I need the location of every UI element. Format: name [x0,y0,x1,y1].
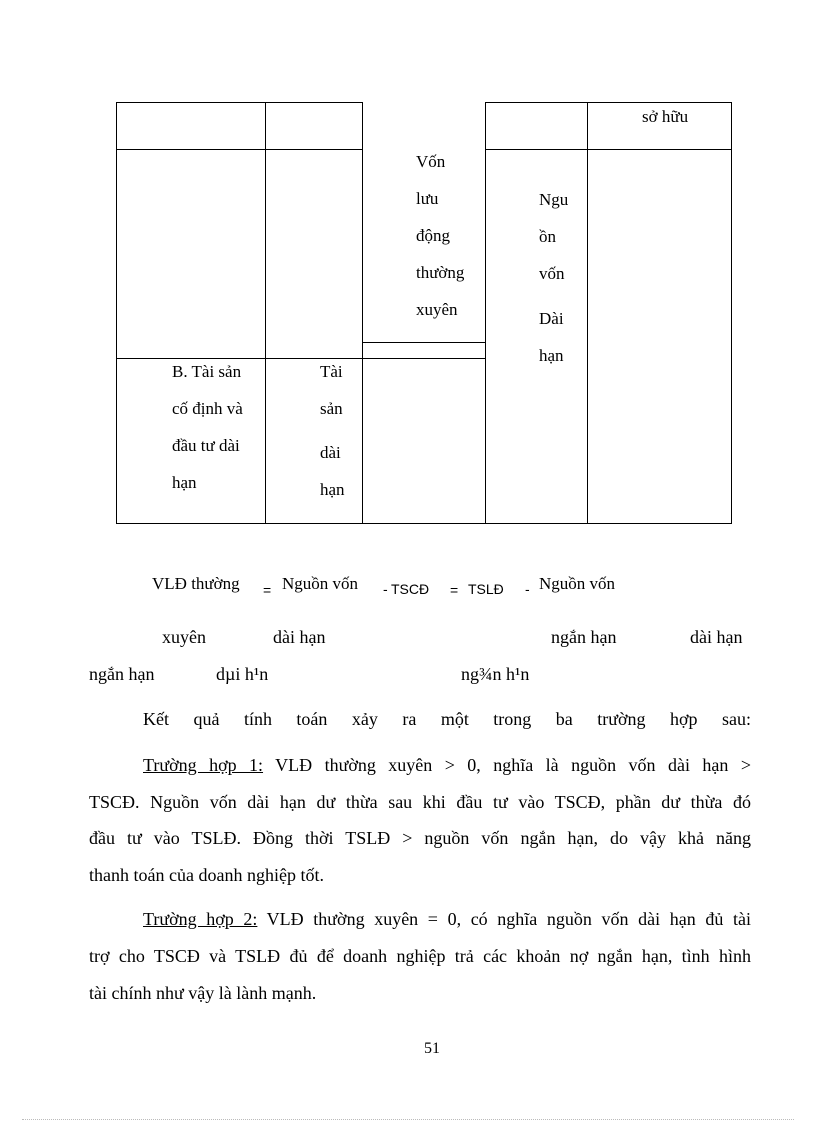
cell-line: lưu [416,189,439,208]
cell-line: Dài [539,309,564,328]
formula-sub-label: ng¾n h¹n [461,664,530,684]
formula-sub-label: xuyên [162,627,206,647]
cell-line: xuyên [416,300,458,319]
cell-line: vốn [539,264,565,283]
cell-line: động [416,226,450,245]
cell-line: thường [416,263,465,282]
case1-line: đầu tư vào TSLĐ. Đồng thời TSLĐ > nguồn vốn ngắn hạn, do vậy khả năng [89,828,751,848]
table-line [265,102,266,524]
formula-sub-label: dài hạn [690,627,743,647]
cell-line: ồn [539,227,556,246]
cell-line: hạn [172,473,197,492]
table-line [116,102,117,524]
case1-line [143,755,751,775]
table-line [116,523,732,524]
cell-line: sản [320,399,343,418]
cell-line: Vốn [416,152,446,171]
table-line [485,149,732,150]
table-line [731,102,732,524]
page-number: 51 [424,1040,440,1057]
formula-sub-label: dài hạn [273,627,326,647]
formula-equals: = [263,582,272,598]
formula-equals: = [450,582,459,598]
formula-sub-label: dµi h¹n [216,664,269,684]
cell-line: B. Tài sản [172,362,242,381]
table-line [363,342,485,343]
cell-line: hạn [320,480,345,499]
case1-line: TSCĐ. Nguồn vốn dài hạn dư thừa sau khi đầu tư vào TSCĐ, phần dư thừa đó [89,792,751,812]
cell-line: Tài [320,362,343,381]
formula-sub-label: ngắn hạn [551,627,617,647]
formula-tsld: TSLĐ [468,581,504,597]
case2-label: Trường hợp 2: [143,909,258,929]
case2-line: tài chính như vậy là lành mạnh. [89,983,317,1003]
formula-minus: - [525,581,530,597]
formula-nguon-von: Nguồn vốn [539,574,616,593]
intro-paragraph: Kết quả tính toán xảy ra một trong ba trường hợp sau: [143,709,751,729]
table-line [485,102,486,524]
cell-line: hạn [539,346,564,365]
table-line [485,102,732,103]
table-line [116,358,485,359]
cell-line: cố định và [172,399,243,418]
case1-text: VLĐ thường xuyên > 0, nghĩa là nguồn vốn dài hạn > [263,755,751,775]
table-line [116,149,363,150]
table-line [116,102,363,103]
page-edge-divider [22,1119,794,1120]
table-line [362,102,363,524]
case2-line: trợ cho TSCĐ và TSLĐ đủ để doanh nghiệp trả các khoản nợ ngắn hạn, tình hình [89,946,751,966]
case1-label: Trường hợp 1: [143,755,264,775]
cell-line: đầu tư dài [172,436,240,455]
case1-line: thanh toán của doanh nghiệp tốt. [89,865,324,885]
formula-tscd: TSCĐ [391,581,430,597]
cell-line: Ngu [539,190,569,209]
table-cell-so-huu: sở hữu [642,107,689,126]
table-line [587,102,588,524]
formula-sub-label: ngắn hạn [89,664,155,684]
case2-text: VLĐ thường xuyên = 0, có nghĩa nguồn vốn dài hạn đủ tài [257,909,751,929]
formula-nguon-von: Nguồn vốn [282,574,359,593]
formula-vld: VLĐ thường [152,574,240,593]
case2-line [143,909,751,929]
formula-minus: - [383,581,388,597]
cell-line: dài [320,443,341,462]
